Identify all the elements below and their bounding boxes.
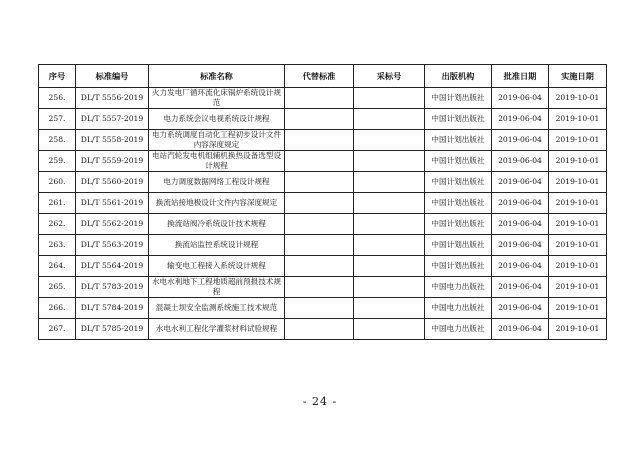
publisher-cell: 中国计划出版社 xyxy=(425,235,492,256)
adopted-number-cell xyxy=(354,88,425,109)
header-row xyxy=(39,65,607,88)
replaced-standard-cell xyxy=(285,319,354,340)
standard-number-cell: DL/T 5556-2019 xyxy=(76,88,149,109)
publisher-cell: 中国计划出版社 xyxy=(425,214,492,235)
table-row xyxy=(39,256,607,277)
standard-number-cell: DL/T 5783-2019 xyxy=(76,277,149,298)
approval-date-cell: 2019-06-04 xyxy=(492,277,549,298)
adopted-number-cell xyxy=(354,256,425,277)
serial-cell: 259. xyxy=(39,151,76,172)
standard-number-cell: DL/T 5558-2019 xyxy=(76,130,149,151)
header-replaced-standard: 代替标准 xyxy=(285,65,354,88)
serial-cell: 257. xyxy=(39,109,76,130)
serial-cell: 267. xyxy=(39,319,76,340)
header-publisher: 出版机构 xyxy=(425,65,492,88)
approval-date-cell: 2019-06-04 xyxy=(492,151,549,172)
serial-cell: 258. xyxy=(39,130,76,151)
header-approval-date: 批准日期 xyxy=(492,65,549,88)
table-row xyxy=(39,109,607,130)
approval-date-cell: 2019-06-04 xyxy=(492,130,549,151)
page-number: - 24 - xyxy=(302,395,338,408)
replaced-standard-cell xyxy=(285,235,354,256)
approval-date-cell: 2019-06-04 xyxy=(492,235,549,256)
standard-number-cell: DL/T 5557-2019 xyxy=(76,109,149,130)
approval-date-cell: 2019-06-04 xyxy=(492,214,549,235)
approval-date-cell: 2019-06-04 xyxy=(492,172,549,193)
standard-name-cell: 混凝土坝安全监测系统施工技术规范 xyxy=(149,298,285,319)
standard-number-cell: DL/T 5563-2019 xyxy=(76,235,149,256)
standard-number-cell: DL/T 5560-2019 xyxy=(76,172,149,193)
header-adopted-number: 采标号 xyxy=(354,65,425,88)
header-serial: 序号 xyxy=(39,65,76,88)
publisher-cell: 中国计划出版社 xyxy=(425,88,492,109)
effective-date-cell: 2019-10-01 xyxy=(549,151,607,172)
adopted-number-cell xyxy=(354,298,425,319)
effective-date-cell: 2019-10-01 xyxy=(549,172,607,193)
adopted-number-cell xyxy=(354,109,425,130)
serial-cell: 261. xyxy=(39,193,76,214)
table-row xyxy=(39,277,607,298)
publisher-cell: 中国电力出版社 xyxy=(425,319,492,340)
table-header xyxy=(39,65,607,88)
adopted-number-cell xyxy=(354,277,425,298)
approval-date-cell: 2019-06-04 xyxy=(492,256,549,277)
publisher-cell: 中国计划出版社 xyxy=(425,256,492,277)
effective-date-cell: 2019-10-01 xyxy=(549,298,607,319)
serial-cell: 265. xyxy=(39,277,76,298)
publisher-cell: 中国计划出版社 xyxy=(425,151,492,172)
replaced-standard-cell xyxy=(285,130,354,151)
header-standard-number: 标准编号 xyxy=(76,65,149,88)
standard-name-cell: 火力发电厂循环流化床锅炉系统设计规范 xyxy=(149,88,285,109)
effective-date-cell: 2019-10-01 xyxy=(549,256,607,277)
header-effective-date: 实施日期 xyxy=(549,65,607,88)
effective-date-cell: 2019-10-01 xyxy=(549,130,607,151)
publisher-cell: 中国计划出版社 xyxy=(425,172,492,193)
table-row xyxy=(39,151,607,172)
publisher-cell: 中国电力出版社 xyxy=(425,298,492,319)
replaced-standard-cell xyxy=(285,277,354,298)
effective-date-cell: 2019-10-01 xyxy=(549,88,607,109)
standard-name-cell: 电力系统调度自动化工程初步设计文件内容深度规定 xyxy=(149,130,285,151)
standard-name-cell: 电站汽轮发电机组辅机换热设备选型设计规程 xyxy=(149,151,285,172)
standard-number-cell: DL/T 5561-2019 xyxy=(76,193,149,214)
standard-name-cell: 换流站监控系统设计规程 xyxy=(149,235,285,256)
standard-number-cell: DL/T 5559-2019 xyxy=(76,151,149,172)
table-row xyxy=(39,193,607,214)
table-row xyxy=(39,214,607,235)
serial-cell: 263. xyxy=(39,235,76,256)
approval-date-cell: 2019-06-04 xyxy=(492,298,549,319)
adopted-number-cell xyxy=(354,319,425,340)
standard-name-cell: 电力系统会议电视系统设计规程 xyxy=(149,109,285,130)
effective-date-cell: 2019-10-01 xyxy=(549,109,607,130)
replaced-standard-cell xyxy=(285,193,354,214)
adopted-number-cell xyxy=(354,214,425,235)
header-standard-name: 标准名称 xyxy=(149,65,285,88)
standard-name-cell: 电力调度数据网络工程设计规程 xyxy=(149,172,285,193)
effective-date-cell: 2019-10-01 xyxy=(549,193,607,214)
approval-date-cell: 2019-06-04 xyxy=(492,193,549,214)
table-row xyxy=(39,88,607,109)
table-row xyxy=(39,172,607,193)
standard-number-cell: DL/T 5562-2019 xyxy=(76,214,149,235)
adopted-number-cell xyxy=(354,130,425,151)
table-row xyxy=(39,298,607,319)
approval-date-cell: 2019-06-04 xyxy=(492,109,549,130)
replaced-standard-cell xyxy=(285,109,354,130)
standard-name-cell: 水电水利工程化学灌浆材料试验规程 xyxy=(149,319,285,340)
standard-number-cell: DL/T 5564-2019 xyxy=(76,256,149,277)
standard-name-cell: 换流站接地极设计文件内容深度规定 xyxy=(149,193,285,214)
publisher-cell: 中国计划出版社 xyxy=(425,109,492,130)
standard-name-cell: 换流站阀冷系统设计技术规程 xyxy=(149,214,285,235)
publisher-cell: 中国计划出版社 xyxy=(425,193,492,214)
table-row xyxy=(39,130,607,151)
table-row xyxy=(39,319,607,340)
serial-cell: 262. xyxy=(39,214,76,235)
adopted-number-cell xyxy=(354,193,425,214)
replaced-standard-cell xyxy=(285,172,354,193)
adopted-number-cell xyxy=(354,172,425,193)
replaced-standard-cell xyxy=(285,214,354,235)
adopted-number-cell xyxy=(354,151,425,172)
standard-name-cell: 输变电工程接入系统设计规程 xyxy=(149,256,285,277)
replaced-standard-cell xyxy=(285,151,354,172)
publisher-cell: 中国电力出版社 xyxy=(425,277,492,298)
serial-cell: 264. xyxy=(39,256,76,277)
effective-date-cell: 2019-10-01 xyxy=(549,277,607,298)
publisher-cell: 中国计划出版社 xyxy=(425,130,492,151)
effective-date-cell: 2019-10-01 xyxy=(549,319,607,340)
replaced-standard-cell xyxy=(285,88,354,109)
replaced-standard-cell xyxy=(285,256,354,277)
standard-number-cell: DL/T 5784-2019 xyxy=(76,298,149,319)
adopted-number-cell xyxy=(354,235,425,256)
standards-table xyxy=(38,64,607,340)
table-row xyxy=(39,235,607,256)
serial-cell: 260. xyxy=(39,172,76,193)
standard-name-cell: 水电水利地下工程地质超前预报技术规程 xyxy=(149,277,285,298)
approval-date-cell: 2019-06-04 xyxy=(492,88,549,109)
serial-cell: 266. xyxy=(39,298,76,319)
effective-date-cell: 2019-10-01 xyxy=(549,214,607,235)
replaced-standard-cell xyxy=(285,298,354,319)
approval-date-cell: 2019-06-04 xyxy=(492,319,549,340)
serial-cell: 256. xyxy=(39,88,76,109)
standard-number-cell: DL/T 5785-2019 xyxy=(76,319,149,340)
table-body xyxy=(39,88,607,340)
effective-date-cell: 2019-10-01 xyxy=(549,235,607,256)
